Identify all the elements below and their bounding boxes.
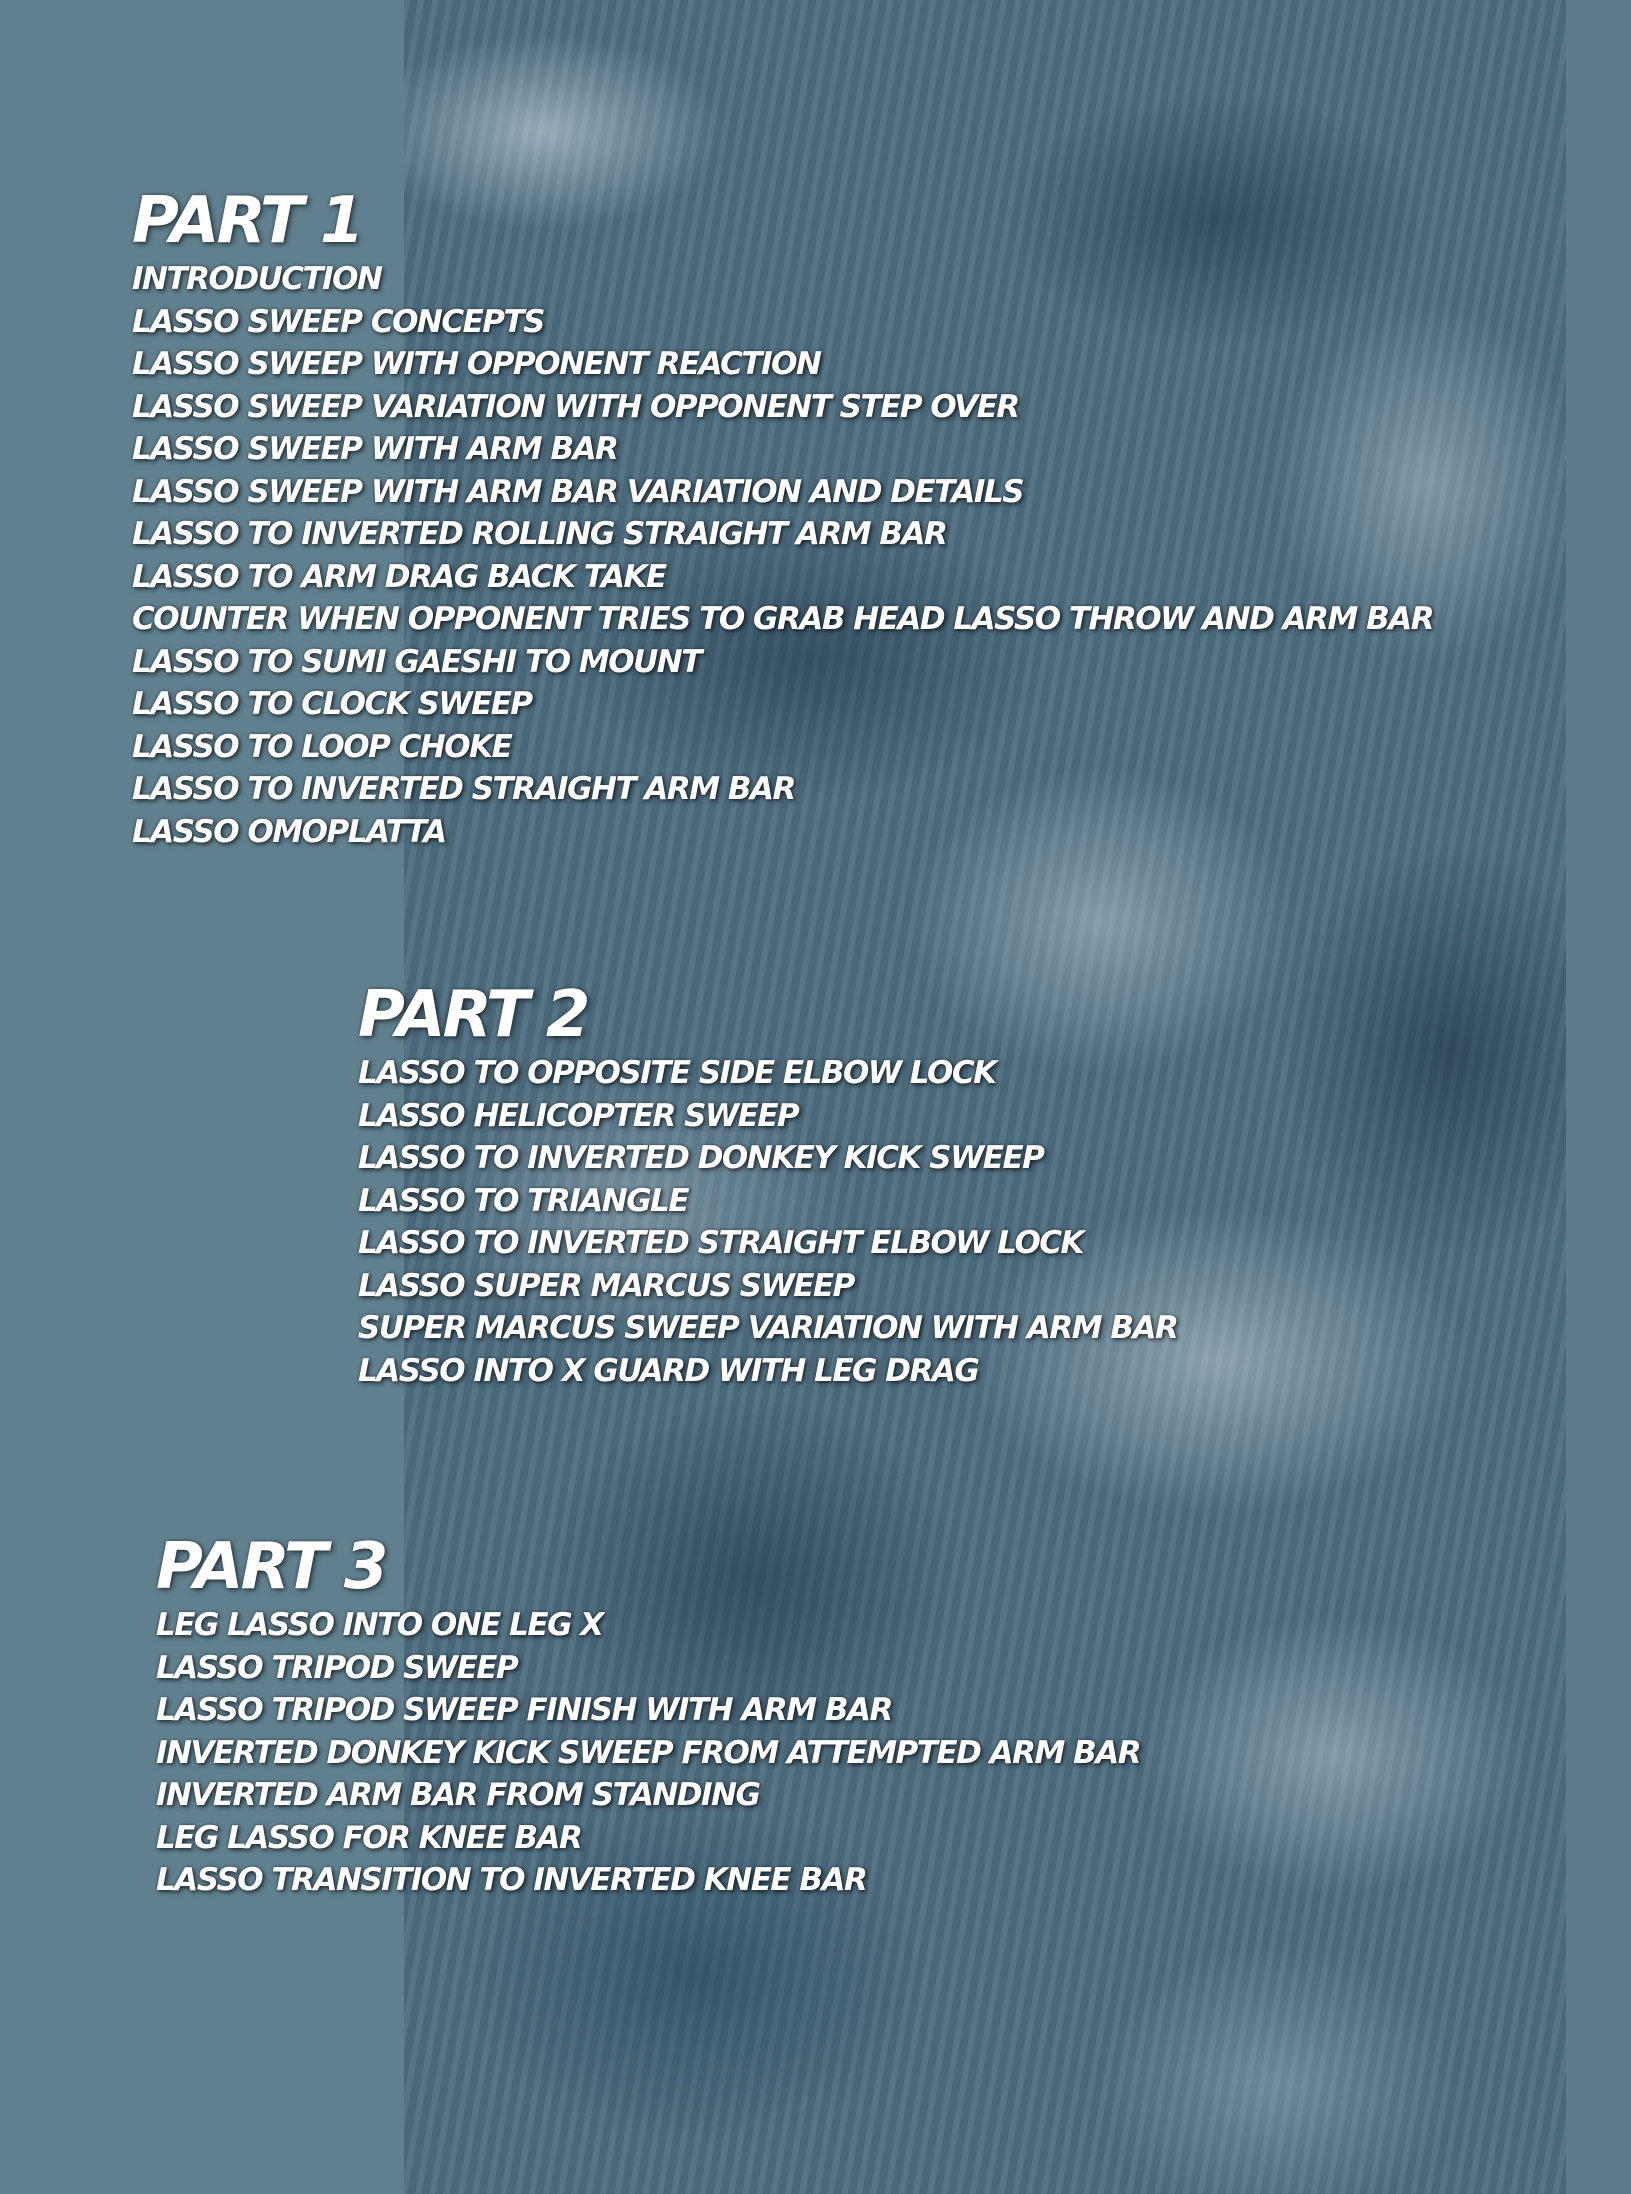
- part-2-title: PART 2: [358, 978, 588, 1052]
- list-item: LASSO TO INVERTED DONKEY KICK SWEEP: [358, 1140, 1044, 1176]
- list-item: INVERTED ARM BAR FROM STANDING: [156, 1777, 760, 1813]
- part-2-section: [358, 980, 1177, 1392]
- list-item: LASSO SWEEP CONCEPTS: [132, 303, 544, 340]
- list-item: LASSO TO OPPOSITE SIDE ELBOW LOCK: [358, 1055, 996, 1091]
- list-item: LEG LASSO FOR KNEE BAR: [156, 1819, 582, 1856]
- list-item: LEG LASSO INTO ONE LEG X: [156, 1607, 603, 1643]
- list-item: LASSO TO LOOP CHOKE: [132, 728, 512, 765]
- list-item: LASSO OMOPLATTA: [132, 813, 446, 850]
- list-item: INVERTED DONKEY KICK SWEEP FROM ATTEMPTED ARM BAR: [156, 1734, 1141, 1771]
- list-item: LASSO INTO X GUARD WITH LEG DRAG: [358, 1352, 979, 1389]
- part-3-list: [156, 1604, 1140, 1902]
- list-item: LASSO SWEEP WITH OPPONENT REACTION: [132, 346, 821, 382]
- list-item: LASSO SWEEP WITH ARM BAR: [132, 431, 618, 467]
- list-item: COUNTER WHEN OPPONENT TRIES TO GRAB HEAD LASSO THROW AND ARM BAR: [132, 601, 1434, 637]
- list-item: LASSO TRIPOD SWEEP: [156, 1649, 518, 1686]
- part-1-section: [132, 186, 1433, 853]
- list-item: LASSO TO INVERTED STRAIGHT ARM BAR: [132, 771, 795, 807]
- list-item: LASSO TRANSITION TO INVERTED KNEE BAR: [156, 1862, 867, 1898]
- list-item: LASSO TO INVERTED STRAIGHT ELBOW LOCK: [358, 1225, 1084, 1261]
- part-1-list: [132, 258, 1433, 853]
- list-item: LASSO TRIPOD SWEEP FINISH WITH ARM BAR: [156, 1692, 892, 1728]
- list-item: SUPER MARCUS SWEEP VARIATION WITH ARM BAR: [358, 1310, 1178, 1346]
- part-3-title: PART 3: [156, 1530, 386, 1604]
- right-color-band: [1566, 0, 1631, 2194]
- list-item: LASSO HELICOPTER SWEEP: [358, 1097, 799, 1134]
- list-item: LASSO TO SUMI GAESHI TO MOUNT: [132, 643, 701, 680]
- list-item: LASSO TO INVERTED ROLLING STRAIGHT ARM BAR: [132, 516, 947, 552]
- part-3-section: [156, 1532, 1140, 1902]
- part-2-list: [358, 1052, 1177, 1392]
- list-item: LASSO SWEEP WITH ARM BAR VARIATION AND DETAILS: [132, 473, 1024, 510]
- part-1-title: PART 1: [132, 184, 362, 258]
- list-item: INTRODUCTION: [132, 261, 382, 297]
- list-item: LASSO TO CLOCK SWEEP: [132, 686, 532, 722]
- list-item: LASSO SWEEP VARIATION WITH OPPONENT STEP OVER: [132, 388, 1019, 425]
- list-item: LASSO TO ARM DRAG BACK TAKE: [132, 558, 666, 595]
- list-item: LASSO TO TRIANGLE: [358, 1182, 689, 1219]
- list-item: LASSO SUPER MARCUS SWEEP: [358, 1267, 854, 1304]
